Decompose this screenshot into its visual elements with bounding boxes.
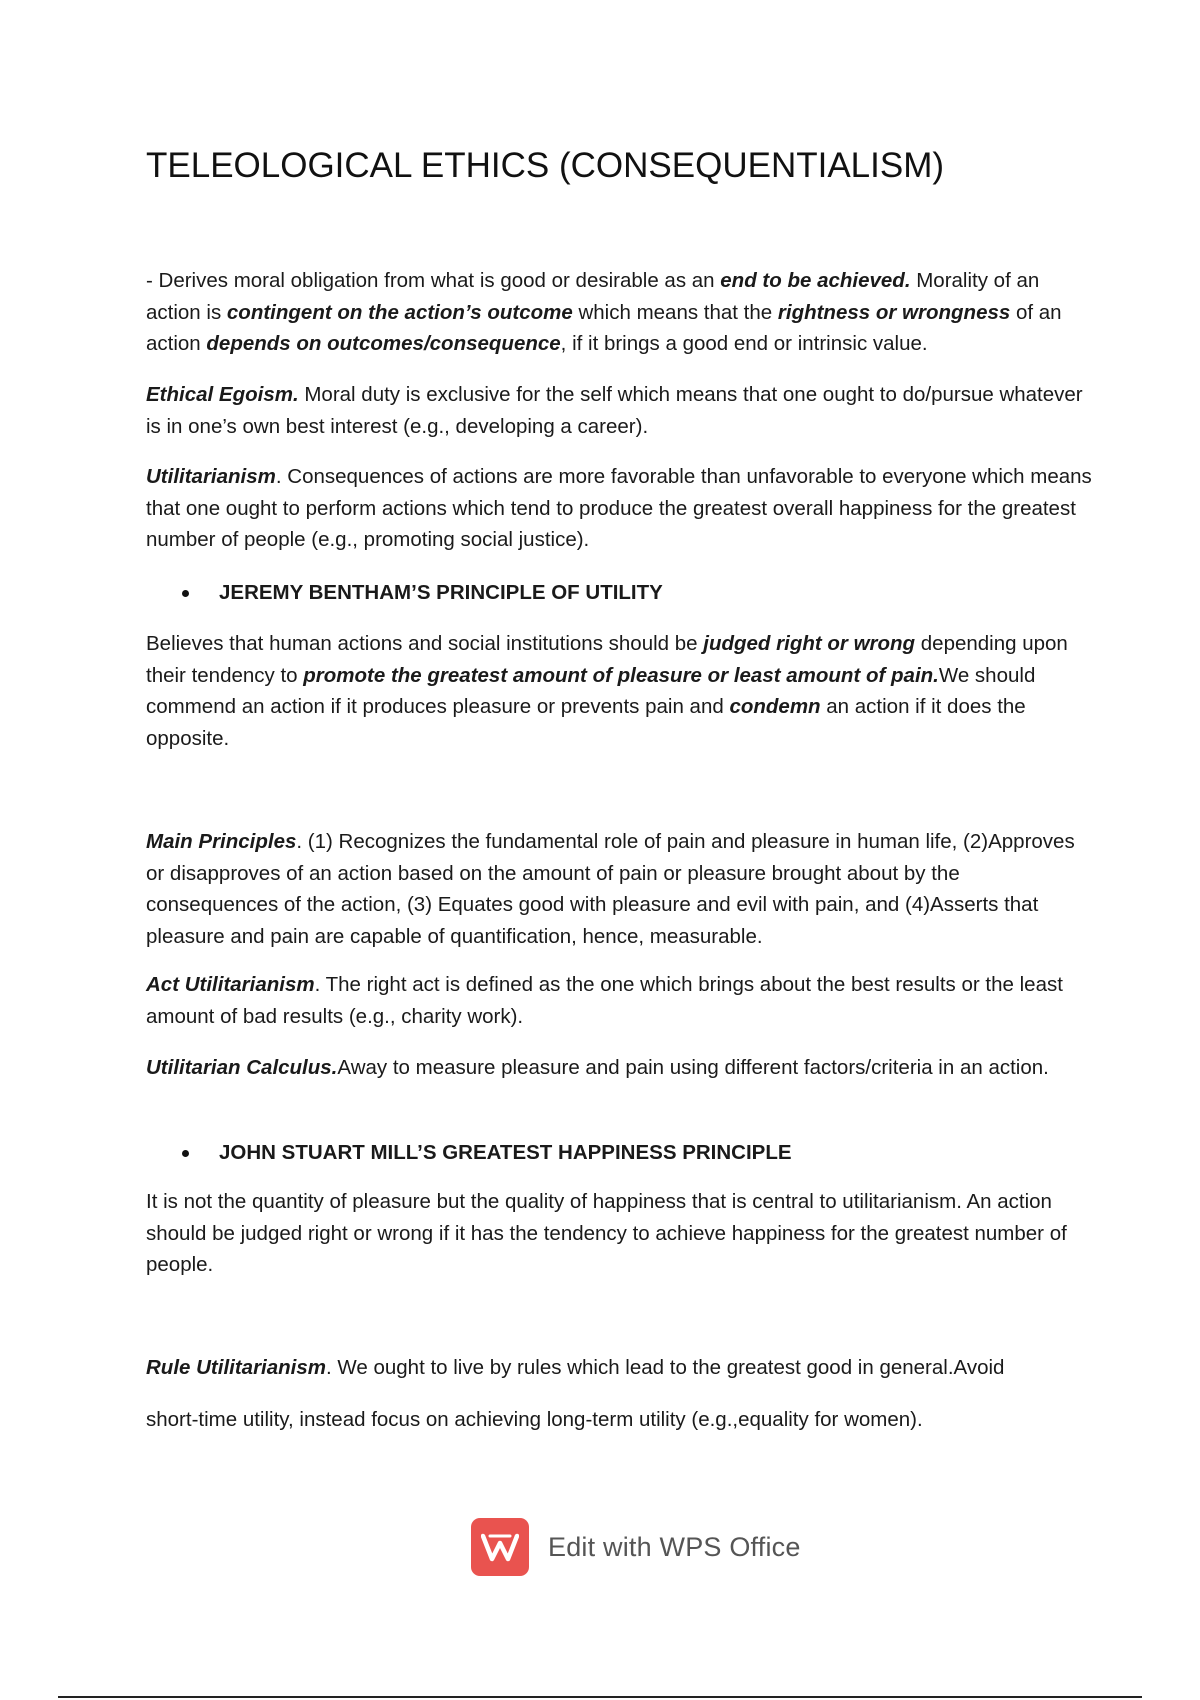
rule-utilitarianism-text-1: . We ought to live by rules which lead to the greatest good in general.Avoid <box>326 1356 1005 1379</box>
intro-paragraph <box>146 265 1096 360</box>
bentham-heading <box>182 578 663 608</box>
main-principles-term: Main Principles <box>146 830 297 853</box>
page-bottom-divider <box>58 1696 1142 1698</box>
intro-text-3: which means that the <box>572 300 778 324</box>
utilitarianism-paragraph <box>146 461 1096 556</box>
intro-emphasis-3: rightness or wrongness <box>777 300 1011 324</box>
bentham-text-3: We should commend an action if it produces pleasure or prevents pain and <box>146 663 1036 718</box>
utilitarian-calculus-paragraph <box>146 1052 1096 1084</box>
bentham-text-1: Believes that human actions and social institutions should be <box>146 632 704 655</box>
utilitarianism-text: . Consequences of actions are more favorable than unfavorable to everyone which means that one ought to perform actions which tend to produce the greatest overall happiness for the greatest number of people (e.g., promoting social justice). <box>146 465 1092 551</box>
intro-text-4: of an action <box>146 300 1062 355</box>
intro-text-1: - Derives moral obligation from what is good or desirable as an <box>146 269 721 292</box>
utilitarianism-term: Utilitarianism <box>146 465 276 488</box>
utilitarian-calculus-term: Utilitarian Calculus. <box>146 1056 338 1079</box>
bentham-emphasis-2: promote the greatest amount of pleasure or least amount of pain. <box>303 663 939 687</box>
mill-text: It is not the quantity of pleasure but the quality of happiness that is central to utilitarianism. An action should be judged right or wrong if it has the tendency to achieve happiness for the greatest number of people. <box>146 1190 1067 1276</box>
bentham-emphasis-1: judged right or wrong <box>703 632 916 655</box>
edit-with-wps-badge[interactable] <box>471 1518 801 1576</box>
act-utilitarianism-text: . The right act is defined as the one which brings about the best results or the least amount of bad results (e.g., charity work). <box>146 973 1063 1028</box>
intro-emphasis-1: end to be achieved. <box>720 269 911 292</box>
bullet-icon <box>182 1150 189 1157</box>
ethical-egoism-text: Moral duty is exclusive for the self which means that one ought to do/pursue whatever is in one’s own best interest (e.g., developing a career). <box>146 383 1083 438</box>
act-utilitarianism-paragraph <box>146 969 1096 1032</box>
bullet-icon <box>182 590 189 597</box>
mill-heading-label: JOHN STUART MILL’S GREATEST HAPPINESS PRINCIPLE <box>219 1141 792 1164</box>
page-title: TELEOLOGICAL ETHICS (CONSEQUENTIALISM) <box>146 146 945 185</box>
wps-badge-label: Edit with WPS Office <box>548 1531 801 1562</box>
mill-heading <box>182 1138 792 1168</box>
act-utilitarianism-term: Act Utilitarianism <box>146 973 315 996</box>
intro-text-2: Morality of an action is <box>146 269 1040 324</box>
bentham-text-4: an action if it does the opposite. <box>146 695 1026 750</box>
rule-utilitarianism-text-2: short-time utility, instead focus on achieving long-term utility (e.g.,equality for women). <box>146 1407 923 1431</box>
wps-logo-icon <box>471 1518 529 1576</box>
main-principles-paragraph <box>146 826 1096 952</box>
bentham-text-2: depending upon their tendency to <box>146 632 1068 687</box>
ethical-egoism-paragraph <box>146 379 1096 442</box>
intro-emphasis-2: contingent on the action’s outcome <box>226 300 573 324</box>
main-principles-text: . (1) Recognizes the fundamental role of pain and pleasure in human life, (2)Approves or disapproves of an action based on the amount of pain or pleasure brought about by the consequences of the action, (3) Equates good with pleasure and evil with pain, and (4)Asserts that pleasure and pain are capable of quantification, hence, measurable. <box>146 830 1075 948</box>
utilitarian-calculus-text: Away to measure pleasure and pain using different factors/criteria in an action. <box>337 1056 1049 1079</box>
ethical-egoism-term: Ethical Egoism. <box>146 383 299 406</box>
intro-text-5: , if it brings a good end or intrinsic value. <box>560 332 928 355</box>
rule-utilitarianism-term: Rule Utilitarianism <box>146 1356 326 1379</box>
bentham-paragraph <box>146 628 1096 754</box>
bentham-emphasis-3: condemn <box>729 695 821 718</box>
mill-paragraph <box>146 1186 1096 1281</box>
intro-emphasis-4: depends on outcomes/consequence <box>206 332 561 355</box>
rule-utilitarianism-paragraph <box>146 1352 1096 1435</box>
bentham-heading-label: JEREMY BENTHAM’S PRINCIPLE OF UTILITY <box>219 581 663 604</box>
